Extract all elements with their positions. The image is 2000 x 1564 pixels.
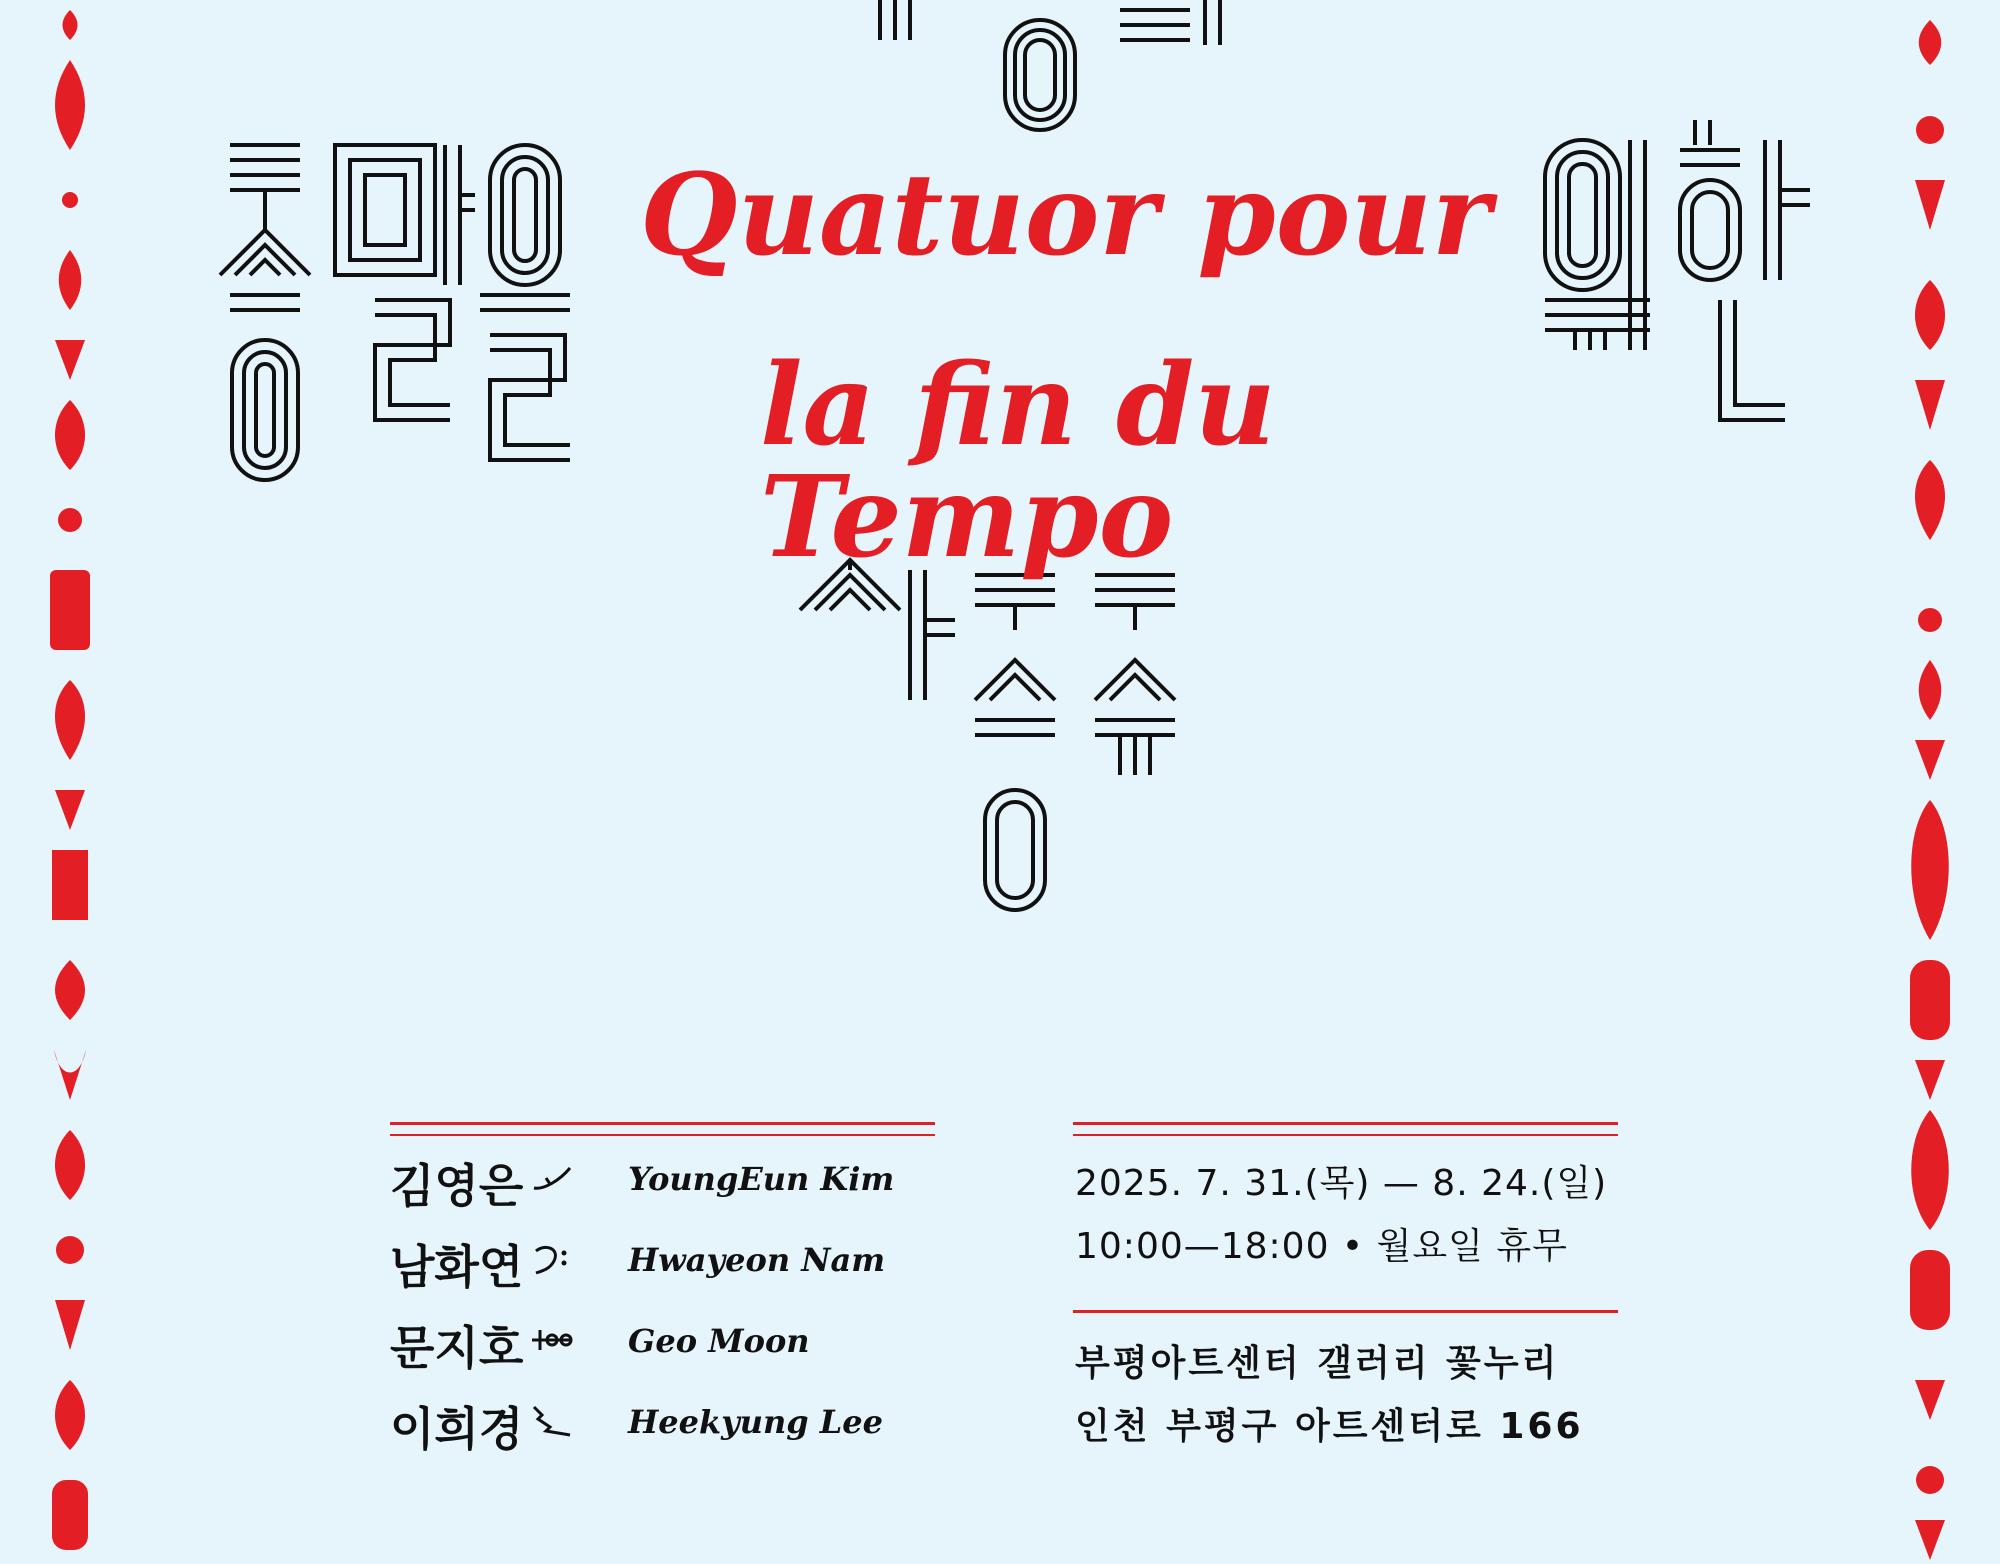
info-top-rule [1073,1122,1618,1136]
opening-hours: 10:00—18:00 • 월요일 휴무 [1075,1226,1568,1267]
venue-name: 부평아트센터 갤러리 꽃누리 [1075,1343,1560,1384]
title-char-han [1680,120,1810,420]
artist-name-english: Hwayeon Nam [628,1241,886,1279]
latin-title-line1: Quatuor pour [640,150,1491,281]
exhibition-dates: 2025. 7. 31.(목) — 8. 24.(일) [1075,1163,1608,1204]
artist-row [390,1231,950,1294]
artists-top-rule [390,1122,935,1136]
bass-clef-icon [530,1241,574,1277]
zigzag-icon [530,1403,574,1439]
title-char-ju [1095,575,1175,775]
title-top-fragment [880,0,1220,130]
artist-row [390,1312,950,1375]
info-divider-rule [1073,1310,1618,1313]
music-notation-icon [530,1322,574,1358]
artist-name-korean: 김영은 [390,1159,524,1213]
title-char-eul [480,145,570,460]
title-char-wi [1545,140,1650,350]
artist-name-english: Heekyung Lee [628,1403,883,1441]
artist-name-korean: 이희경 [390,1402,524,1456]
artist-name-english: YoungEun Kim [628,1160,895,1198]
artist-name-korean: 남화연 [390,1240,524,1294]
latin-title-line2: la fin du Tempo [760,340,1276,583]
squiggle-icon [530,1160,574,1196]
title-char-jung [975,575,1055,910]
venue-address: 인천 부평구 아트센터로 166 [1075,1406,1584,1447]
artist-row [390,1393,950,1456]
artist-name-english: Geo Moon [628,1322,810,1360]
artist-row [390,1150,950,1213]
artist-name-korean: 문지호 [390,1321,524,1375]
title-char-mal [335,145,475,420]
title-char-jong [220,145,310,480]
